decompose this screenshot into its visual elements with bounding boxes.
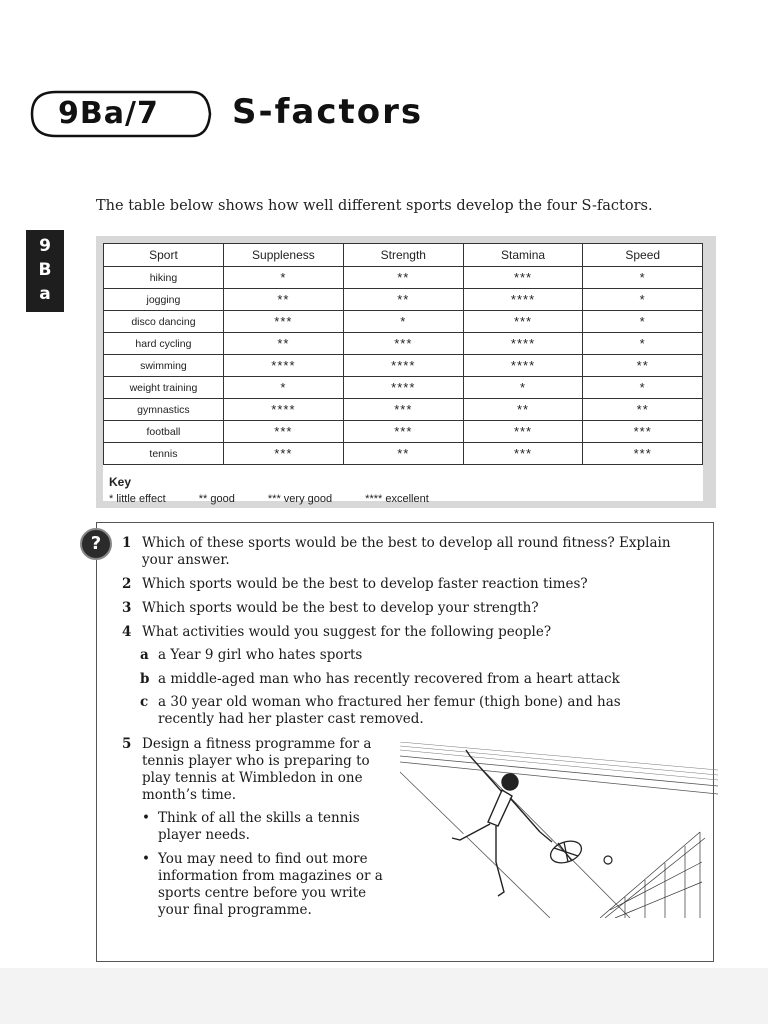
rating-cell: **: [343, 267, 463, 289]
sub-question-text: a middle-aged man who has recently recovered from a heart attack: [158, 671, 620, 687]
sport-cell: swimming: [104, 355, 224, 377]
question-text-line: play tennis at Wimbledon in one: [142, 770, 363, 786]
side-tab-char: 9: [39, 236, 51, 256]
question-number: 4: [122, 624, 132, 640]
rating-cell: **: [343, 443, 463, 465]
sport-cell: weight training: [104, 377, 224, 399]
rating-cell: ****: [223, 399, 343, 421]
s-factors-table-panel: [96, 236, 716, 508]
question-number: 5: [122, 736, 132, 752]
table-body: [104, 267, 703, 465]
sport-cell: hard cycling: [104, 333, 224, 355]
rating-cell: ***: [223, 443, 343, 465]
rating-cell: ****: [223, 355, 343, 377]
question-badge-icon: ?: [80, 528, 112, 560]
rating-cell: **: [223, 289, 343, 311]
bullet-icon: •: [142, 851, 150, 867]
rating-cell: ***: [223, 421, 343, 443]
bullet-text-line: information from magazines or a: [158, 868, 383, 884]
bullet-text-line: You may need to find out more: [158, 851, 368, 867]
bullet-text-line: Think of all the skills a tennis: [158, 810, 360, 826]
table-row: [104, 377, 703, 399]
rating-cell: *: [583, 377, 703, 399]
key-item: * little effect: [109, 493, 166, 505]
bullet-text-line: sports centre before you write: [158, 885, 367, 901]
sub-question-text: a 30 year old woman who fractured her femur (thigh bone) and has: [158, 694, 621, 710]
rating-cell: **: [223, 333, 343, 355]
question-1-continued: your answer.: [142, 552, 230, 568]
rating-cell: ***: [343, 421, 463, 443]
column-header: Stamina: [463, 244, 583, 267]
question-text: Which sports would be the best to develop your strength?: [142, 600, 539, 616]
question-text: What activities would you suggest for the following people?: [142, 624, 552, 640]
sport-cell: hiking: [104, 267, 224, 289]
bullet-icon: •: [142, 810, 150, 826]
sub-question-letter: a: [140, 647, 149, 663]
rating-cell: ****: [343, 377, 463, 399]
rating-cell: ***: [343, 399, 463, 421]
question-number: 3: [122, 600, 132, 616]
bullet-text-line: player needs.: [158, 827, 250, 843]
table-row: [104, 421, 703, 443]
rating-cell: *: [583, 267, 703, 289]
rating-cell: ***: [463, 311, 583, 333]
table-row: [104, 289, 703, 311]
question-text-line: Design a fitness programme for a: [142, 736, 372, 752]
rating-cell: ***: [223, 311, 343, 333]
rating-cell: ***: [343, 333, 463, 355]
rating-cell: *: [343, 311, 463, 333]
question-number: 1: [122, 535, 132, 551]
question-text: Which sports would be the best to develop faster reaction times?: [142, 576, 588, 592]
rating-cell: *: [223, 267, 343, 289]
key-item: *** very good: [267, 493, 333, 505]
sport-cell: disco dancing: [104, 311, 224, 333]
rating-cell: *: [583, 333, 703, 355]
column-header: Sport: [104, 244, 224, 267]
column-header: Strength: [343, 244, 463, 267]
rating-cell: *: [463, 377, 583, 399]
column-header: Speed: [583, 244, 703, 267]
question-text-line: month’s time.: [142, 787, 237, 803]
rating-cell: ***: [463, 267, 583, 289]
rating-cell: ****: [463, 333, 583, 355]
sub-question-text: a Year 9 girl who hates sports: [158, 647, 363, 663]
rating-cell: ****: [463, 355, 583, 377]
sub-question-letter: b: [140, 671, 150, 687]
sport-cell: jogging: [104, 289, 224, 311]
rating-cell: *: [583, 289, 703, 311]
rating-cell: *: [583, 311, 703, 333]
s-factors-table: [103, 243, 703, 465]
page-title: S-factors: [232, 92, 424, 132]
rating-cell: **: [343, 289, 463, 311]
intro-text: The table below shows how well different sports develop the four S-factors.: [96, 198, 653, 214]
sport-cell: tennis: [104, 443, 224, 465]
column-header: Suppleness: [223, 244, 343, 267]
key: [109, 475, 699, 505]
rating-cell: *: [223, 377, 343, 399]
table-row: [104, 443, 703, 465]
unit-side-tab: [26, 230, 64, 312]
bottom-strip: [0, 968, 768, 1024]
table-row: [104, 399, 703, 421]
rating-cell: **: [583, 355, 703, 377]
rating-cell: **: [583, 399, 703, 421]
sport-cell: gymnastics: [104, 399, 224, 421]
table-header-row: [104, 244, 703, 267]
side-tab-char: a: [39, 284, 51, 304]
table-row: [104, 333, 703, 355]
key-item: ** good: [198, 493, 235, 505]
rating-cell: ***: [463, 443, 583, 465]
table-row: [104, 311, 703, 333]
table-row: [104, 267, 703, 289]
sport-cell: football: [104, 421, 224, 443]
bullet-text-line: your final programme.: [158, 902, 312, 918]
key-title: Key: [109, 475, 132, 489]
sub-question-letter: c: [140, 694, 149, 710]
rating-cell: ***: [583, 421, 703, 443]
tennis-player-illustration: [400, 742, 718, 918]
side-tab-char: B: [38, 260, 52, 280]
question-number: 2: [122, 576, 132, 592]
worksheet-code: 9Ba/7: [58, 96, 159, 131]
rating-cell: ***: [583, 443, 703, 465]
table-inner: [103, 243, 703, 505]
table-row: [104, 355, 703, 377]
question-4c-continued: recently had her plaster cast removed.: [158, 711, 424, 727]
question-text: Which of these sports would be the best to develop all round fitness? Explain: [142, 535, 671, 551]
rating-cell: ****: [343, 355, 463, 377]
rating-cell: ***: [463, 421, 583, 443]
rating-cell: **: [463, 399, 583, 421]
rating-cell: ****: [463, 289, 583, 311]
question-text-line: tennis player who is preparing to: [142, 753, 370, 769]
key-item: **** excellent: [365, 493, 429, 505]
